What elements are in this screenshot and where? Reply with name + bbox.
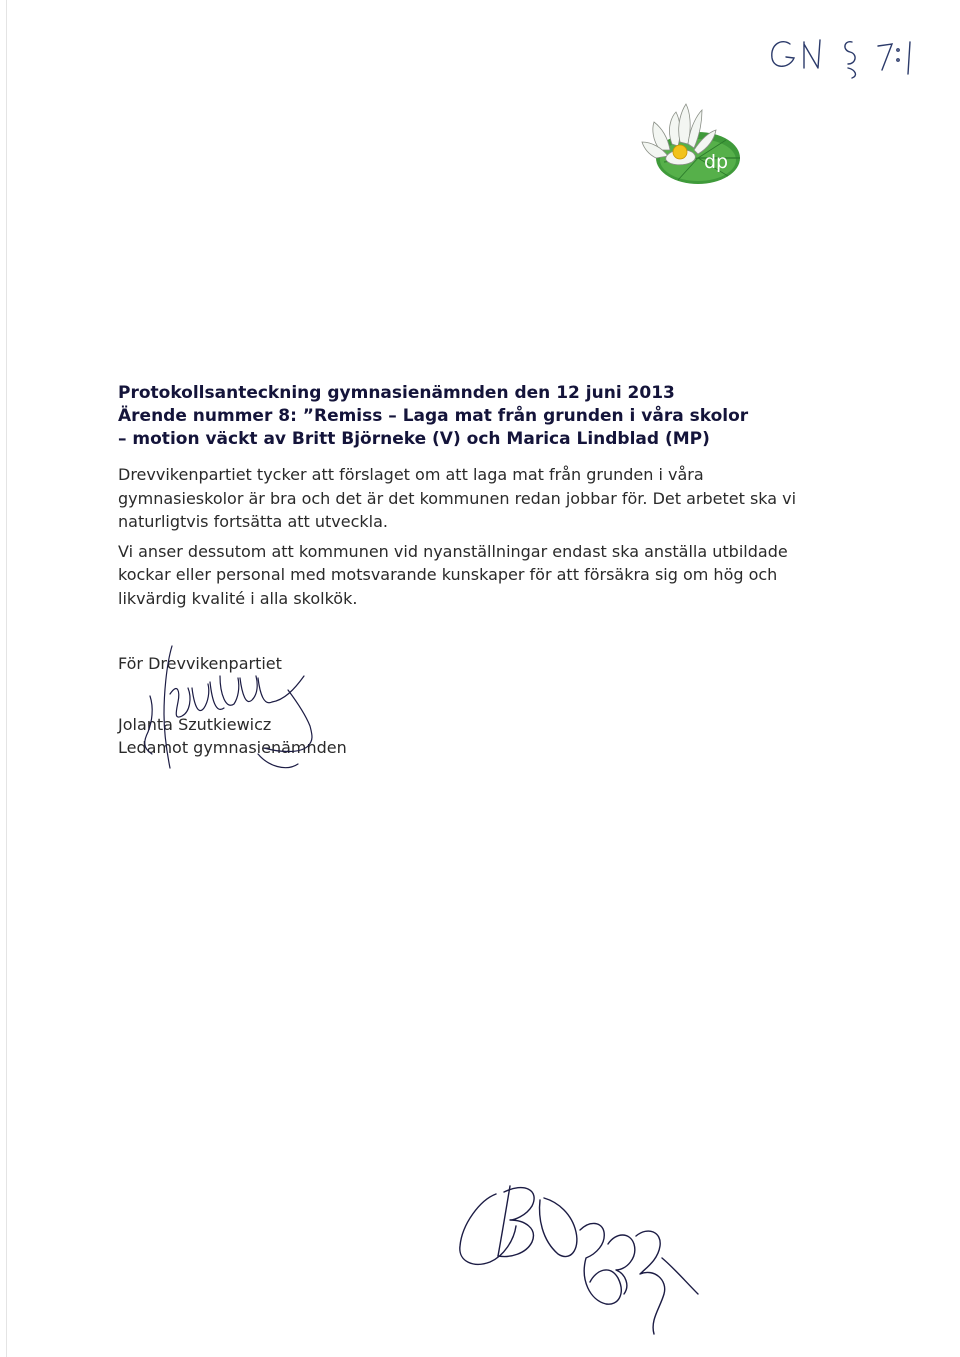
signoff-role: Ledamot gymnasienämnden (118, 738, 347, 757)
logo-text: dp (703, 151, 729, 173)
heading-line: Protokollsanteckning gymnasienämnden den 12 juni 2013 (118, 383, 675, 403)
signoff-name: Jolanta Szutkiewicz (118, 715, 272, 734)
document-body (118, 382, 818, 610)
document-heading (118, 382, 818, 451)
handwritten-stamp (760, 24, 930, 80)
heading-line: – motion väckt av Britt Björneke (V) och Marica Lindblad (MP) (118, 429, 710, 449)
signoff-block (118, 652, 347, 759)
paragraph-position: Drevvikenpartiet tycker att förslaget om att laga mat från grunden i våra gymnasieskolor är bra och det är det kommunen redan jobbar för. Det arbetet ska vi naturligtvis fortsätta att utveckla. (118, 465, 797, 531)
signoff-org: För Drevvikenpartiet (118, 654, 282, 673)
page-edge-line (6, 0, 7, 1357)
handwritten-initials (440, 1170, 720, 1340)
paragraph-proposal: Vi anser dessutom att kommunen vid nyanställningar endast ska anställa utbildade kockar eller personal med motsvarande kunskaper för att försäkra sig om hög och likvärdig kvalité i alla skolkök. (118, 541, 788, 608)
heading-line: Ärende nummer 8: ”Remiss – Laga mat från grunden i våra skolor (118, 406, 749, 426)
party-logo (636, 98, 744, 190)
